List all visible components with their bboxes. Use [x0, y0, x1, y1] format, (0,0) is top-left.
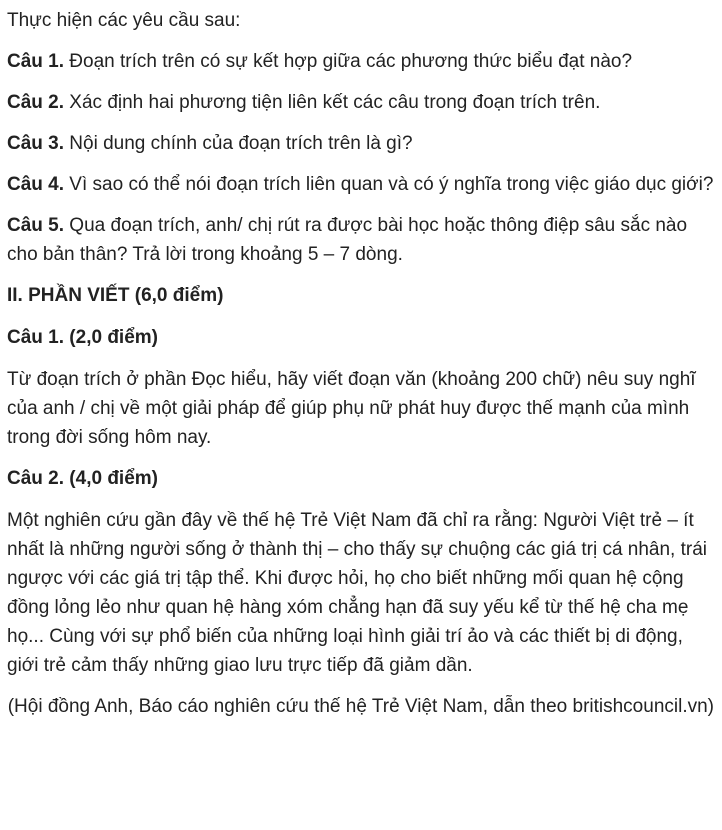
question-5-label: Câu 5.: [7, 215, 65, 236]
writing-1-body: Từ đoạn trích ở phần Đọc hiểu, hãy viết đoạn văn (khoảng 200 chữ) nêu suy nghĩ của anh / chị về một giải pháp để giúp phụ nữ phát huy được thế mạnh của mình trong đời sống hôm nay.: [7, 369, 696, 448]
question-3-label: Câu 3.: [7, 133, 65, 154]
question-2-label: Câu 2.: [7, 92, 65, 113]
section-heading: II. PHẦN VIẾT (6,0 điểm): [7, 285, 224, 306]
citation: (Hội đồng Anh, Báo cáo nghiên cứu thế hệ Trẻ Việt Nam, dẫn theo britishcouncil.vn): [7, 696, 714, 717]
question-2-text: Xác định hai phương tiện liên kết các câu trong đoạn trích trên.: [64, 92, 601, 113]
question-4-label: Câu 4.: [7, 174, 65, 195]
question-3: [7, 129, 714, 158]
question-5-text: Qua đoạn trích, anh/ chị rút ra được bài học hoặc thông điệp sâu sắc nào cho bản thân? Trả lời trong khoảng 5 – 7 dòng.: [7, 215, 688, 265]
question-1: [7, 47, 714, 76]
question-4: [7, 170, 714, 199]
question-1-label: Câu 1.: [7, 51, 65, 72]
question-3-text: Nội dung chính của đoạn trích trên là gì?: [64, 133, 413, 154]
writing-2-heading: Câu 2. (4,0 điểm): [7, 468, 158, 489]
question-1-text: Đoạn trích trên có sự kết hợp giữa các phương thức biểu đạt nào?: [64, 51, 633, 72]
question-2: [7, 88, 714, 117]
question-5: [7, 211, 714, 269]
intro-text: Thực hiện các yêu cầu sau:: [7, 10, 241, 31]
question-4-text: Vì sao có thể nói đoạn trích liên quan và có ý nghĩa trong việc giáo dục giới?: [64, 174, 714, 195]
writing-1-heading: Câu 1. (2,0 điểm): [7, 327, 158, 348]
writing-2-body: Một nghiên cứu gần đây về thế hệ Trẻ Việt Nam đã chỉ ra rằng: Người Việt trẻ – ít nhất là những người sống ở thành thị – cho thấy sự chuộng các giá trị cá nhân, trái ngược với các giá trị tập thể. Khi được hỏi, họ cho biết những mối quan hệ cộng đồng lỏng lẻo như quan hệ hàng xóm chẳng hạn đã suy yếu kể từ thế hệ cha mẹ họ... Cùng với sự phổ biến của những loại hình giải trí ảo và các thiết bị di động, giới trẻ cảm thấy những giao lưu trực tiếp đã giảm dần.: [7, 510, 708, 676]
